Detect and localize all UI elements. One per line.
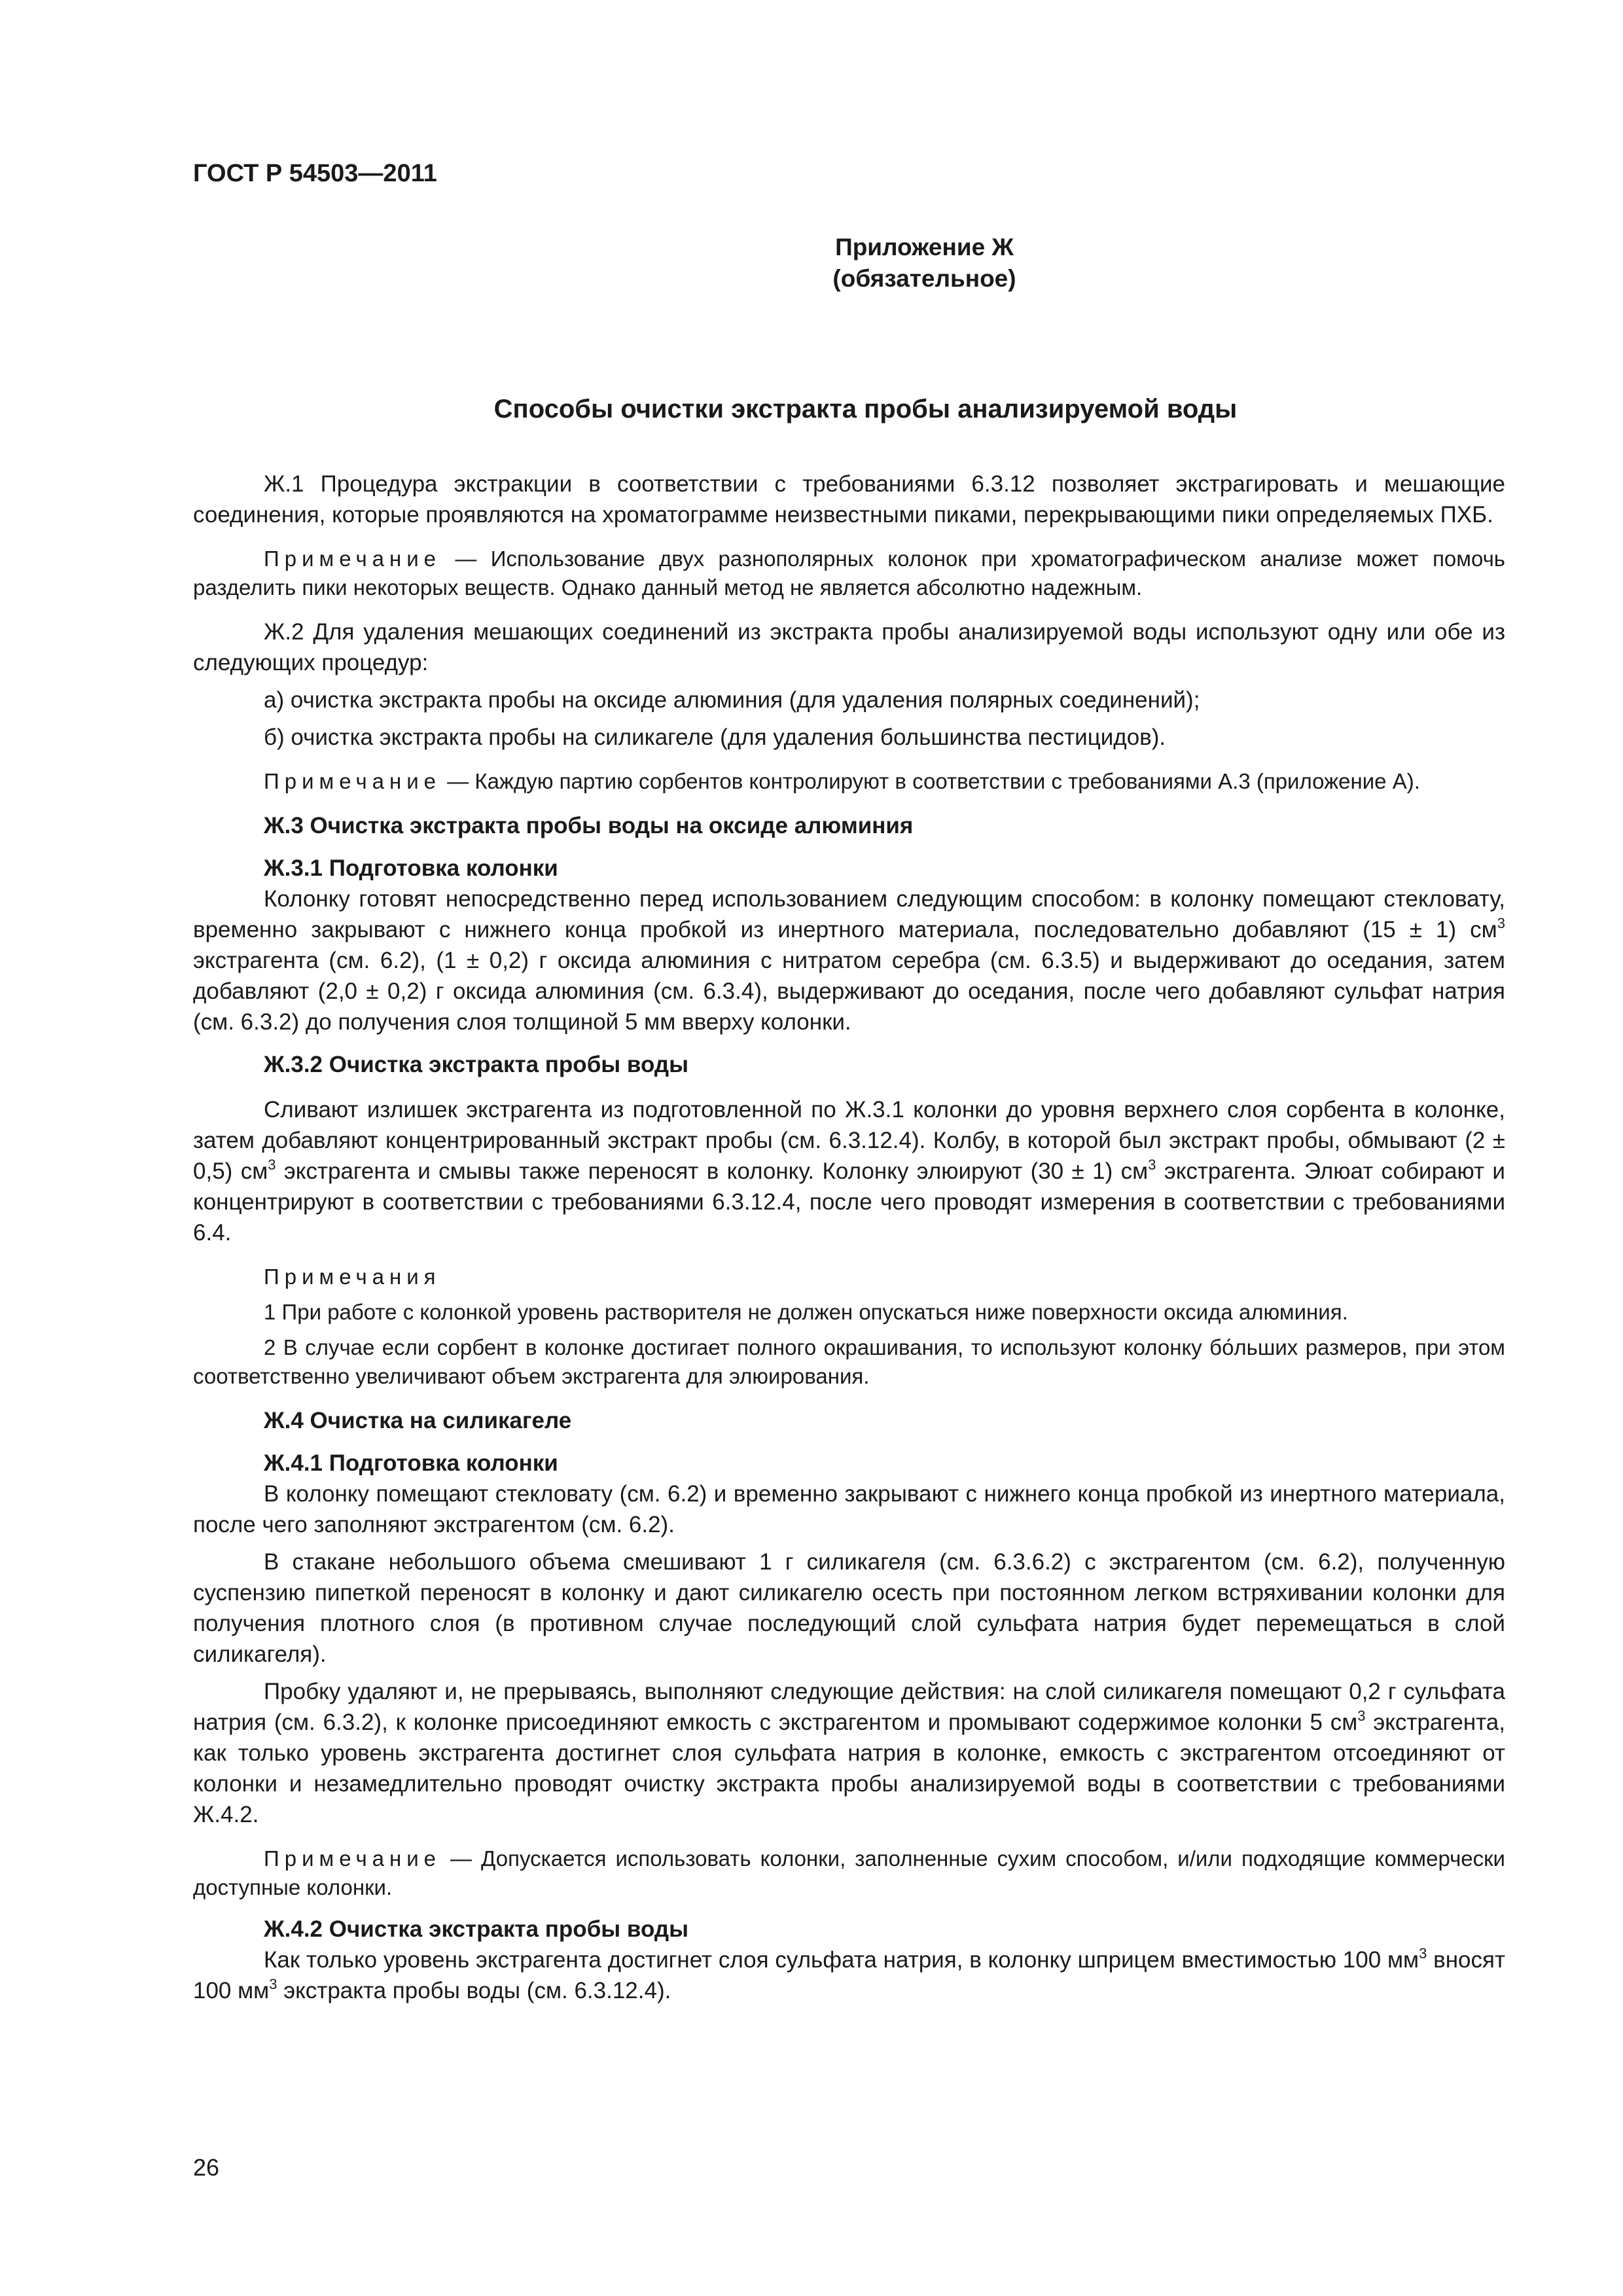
standard-designation: ГОСТ Р 54503—2011 [193, 160, 437, 187]
paragraph-zh31 [193, 884, 1505, 1037]
paragraph-zh42 [193, 1945, 1505, 2006]
page-number: 26 [193, 2154, 220, 2181]
text-run: экстрагента, как только уровень экстрагента достигнет слоя сульфата натрия в колонке, емкость с экстрагентом отсоединяют от колонки и незамедлительно проводят очистку экстракта пробы анализируемой воды в соответствии с требованиями Ж.4.2. [193, 1710, 1505, 1827]
list-item-b: б) очистка экстракта пробы на силикагеле (для удаления большинства пестицидов). [264, 725, 1166, 750]
note-3 [193, 1844, 1505, 1902]
annex-title: Приложение Ж [835, 234, 1014, 260]
paragraph-zh41-1: В колонку помещают стекловату (см. 6.2) и временно закрывают с нижнего конца пробкой из инертного материала, после чего заполняют экстрагентом (см. 6.2). [193, 1481, 1505, 1537]
heading-zh41: Ж.4.1 Подготовка колонки [264, 1450, 558, 1476]
text-run: Пробку удаляют и, не прерываясь, выполняют следующие действия: на слой силикагеля помещают 0,2 г сульфата натрия (см. 6.3.2), к колонке присоединяют емкость с экстрагентом и промывают содержимое колонки 5 см [193, 1679, 1505, 1735]
superscript: 3 [1419, 1945, 1427, 1962]
note-label: Примечание [264, 1846, 442, 1871]
heading-zh32: Ж.3.2 Очистка экстракта пробы воды [264, 1052, 689, 1077]
text-run: Сливают излишек экстрагента из подготовленной по Ж.3.1 колонки до уровня верхнего слоя сорбента в колонке, затем добавляют концентрированный экстракт пробы (см. 6.3.12.4). Колбу, в которой был экстракт пробы, обмывают (2 ± 0,5) см [193, 1097, 1505, 1184]
superscript: 3 [1497, 915, 1505, 931]
heading-zh31: Ж.3.1 Подготовка колонки [264, 855, 558, 881]
notes-label [193, 1263, 1505, 1291]
heading-zh4: Ж.4 Очистка на силикагеле [264, 1408, 572, 1433]
annex-heading [193, 232, 1505, 295]
annex-status: (обязательное) [832, 265, 1016, 292]
note-text: — Использование двух разнополярных колонок при хроматографическом анализе может помочь разделить пики некоторых веществ. Однако данный метод не является абсолютно надежным. [193, 547, 1505, 600]
note-item-1: 1 При работе с колонкой уровень растворителя не должен опускаться ниже поверхности оксида алюминия. [264, 1300, 1348, 1324]
text-run: вносят 100 мм [193, 1947, 1505, 2003]
note-text: — Допускается использовать колонки, заполненные сухим способом, и/или подходящие коммерчески доступные колонки. [193, 1846, 1505, 1899]
note-label: Примечание [264, 547, 442, 571]
heading-zh3: Ж.3 Очистка экстракта пробы воды на оксиде алюминия [264, 813, 914, 838]
text-run: Как только уровень экстрагента достигнет слоя сульфата натрия, в колонку шприцем вместимостью 100 мм [264, 1947, 1419, 1973]
note-2 [193, 767, 1505, 796]
note-1 [193, 545, 1505, 602]
superscript: 3 [268, 1157, 276, 1173]
superscript: 3 [1148, 1157, 1156, 1173]
notes-label-text: Примечания [264, 1265, 441, 1289]
list-item-a: а) очистка экстракта пробы на оксиде алюминия (для удаления полярных соединений); [264, 687, 1200, 713]
paragraph-zh2: Ж.2 Для удаления мешающих соединений из экстракта пробы анализируемой воды используют одну или обе из следующих процедур: [193, 619, 1505, 675]
text-run: экстракта пробы воды (см. 6.3.12.4). [277, 1978, 671, 2003]
paragraph-zh41-2: В стакане небольшого объема смешивают 1 г силикагеля (см. 6.3.6.2) с экстрагентом (см. 6.2), полученную суспензию пипеткой переносят в колонку и дают силикагелю осесть при постоянном легком встряхивании колонки для получения плотного слоя (в противном случае последующий слой сульфата натрия будет перемещаться в слой силикагеля). [193, 1549, 1505, 1667]
superscript: 3 [1357, 1708, 1366, 1724]
text-run: экстрагента. Элюат собирают и концентрируют в соответствии с требованиями 6.3.12.4, после чего проводят измерения в соответствии с требованиями 6.4. [193, 1158, 1505, 1246]
document-title: Способы очистки экстракта пробы анализируемой воды [493, 395, 1238, 423]
note-label: Примечание [264, 769, 442, 793]
note-text: — Каждую партию сорбентов контролируют в соответствии с требованиями А.3 (приложение А). [441, 769, 1420, 793]
text-run: Колонку готовят непосредственно перед использованием следующим способом: в колонку помещают стекловату, временно закрывают с нижнего конца пробкой из инертного материала, последовательно добавляют (15 ± 1) см [193, 886, 1505, 942]
superscript: 3 [269, 1976, 277, 1992]
note-item-2: 2 В случае если сорбент в колонке достигает полного окрашивания, то используют колонку бо́льших размеров, при этом соответственно увеличивают объем экстрагента для элюирования. [193, 1335, 1505, 1388]
text-run: экстрагента (см. 6.2), (1 ± 0,2) г оксида алюминия с нитратом серебра (см. 6.3.5) и выдерживают до оседания, затем добавляют (2,0 ± 0,2) г оксида алюминия (см. 6.3.4), выдерживают до оседания, после чего добавляют сульфат натрия (см. 6.3.2) до получения слоя толщиной 5 мм вверху колонки. [193, 948, 1505, 1035]
heading-zh42: Ж.4.2 Очистка экстракта пробы воды [264, 1916, 689, 1942]
document-page [193, 157, 1505, 2006]
paragraph-zh41-3 [193, 1676, 1505, 1830]
text-run: экстрагента и смывы также переносят в колонку. Колонку элюируют (30 ± 1) см [276, 1158, 1149, 1184]
paragraph-zh32 [193, 1094, 1505, 1248]
paragraph-zh1: Ж.1 Процедура экстракции в соответствии с требованиями 6.3.12 позволяет экстрагировать и мешающие соединения, которые проявляются на хроматограмме неизвестными пиками, перекрывающими пики определяемых ПХБ. [193, 471, 1505, 528]
